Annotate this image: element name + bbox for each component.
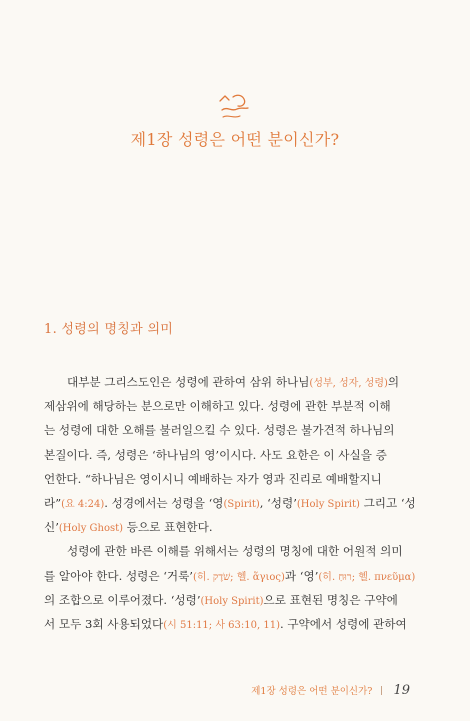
text-segment: , ‘성령’ <box>259 495 297 510</box>
text-segment: 의 <box>387 375 400 389</box>
text-segment: 신’ <box>44 520 59 535</box>
chapter-title: 제1장 성령은 어떤 분이신가? <box>130 130 340 149</box>
text-segment: 과 ‘영’ <box>284 568 319 583</box>
text-segment: . 구약에서 성령에 관하여 <box>279 616 407 631</box>
reference-note: (Holy Spirit) <box>296 498 360 510</box>
reference-note: (히. רוּחַ; 헬. πνεῦμα) <box>318 571 416 583</box>
text-segment: 제삼위에 해당하는 분으로만 이해하고 있다. 성령에 관한 부분적 이해 <box>44 399 391 414</box>
running-title: 제1장 성령은 어떤 분이신가? <box>251 686 373 697</box>
reference-note: (Spirit) <box>223 498 260 510</box>
text-segment: 본질이다. 즉, 성령은 ‘하나님의 영’이시다. 사도 요한은 이 사실을 증 <box>44 447 387 462</box>
text-segment: 라” <box>44 495 62 510</box>
text-segment: 를 알아야 한다. 성령은 ‘거룩’ <box>44 568 193 583</box>
text-segment: 등으로 표현한다. <box>123 520 213 535</box>
paragraph <box>44 370 418 539</box>
reference-note: (시 51:11; 사 63:10, 11) <box>163 619 280 631</box>
page-footer <box>251 683 410 698</box>
text-line <box>44 467 418 491</box>
text-line <box>44 394 418 418</box>
text-segment: . 성경에서는 성령을 ‘영 <box>104 495 224 510</box>
text-segment: 서 모두 3회 사용되었다 <box>44 616 164 631</box>
text-segment: 는 성령에 대한 오해를 불러일으킬 수 있다. 성령은 불가견적 하나님의 <box>44 423 395 438</box>
paragraph <box>44 539 418 636</box>
text-segment: 대부분 그리스도인은 성령에 관하여 삼위 하나님 <box>67 375 310 389</box>
text-segment: 의 조합으로 이루어졌다. ‘성령’ <box>44 592 201 607</box>
text-segment: 으로 표현된 명칭은 구약에 <box>263 592 398 607</box>
page-number: 19 <box>393 683 410 698</box>
footer-divider <box>381 686 382 695</box>
text-line <box>44 443 418 467</box>
text-segment: 성령에 관한 바른 이해를 위해서는 성령의 명칭에 대한 어원적 의미 <box>67 544 403 559</box>
text-line <box>44 418 418 442</box>
reference-note: (히. שֹׁדֶק; 헬. ἅγιος) <box>193 571 285 583</box>
section-heading: 1. 성령의 명칭과 의미 <box>44 322 174 337</box>
text-line <box>44 539 418 563</box>
text-line <box>44 515 418 539</box>
text-segment: 그리고 ‘성 <box>359 495 416 510</box>
wave-brush-ornament-icon <box>217 92 251 122</box>
reference-note: (성부, 성자, 성령) <box>309 378 388 389</box>
text-line <box>44 612 418 636</box>
text-line <box>44 370 418 394</box>
text-line <box>44 491 418 515</box>
reference-note: (Holy Ghost) <box>58 523 124 535</box>
text-line <box>44 564 418 588</box>
text-segment: 언한다. “하나님은 영이시니 예배하는 자가 영과 진리로 예배할지니 <box>44 471 382 486</box>
text-line <box>44 588 418 612</box>
reference-note: (요 4:24) <box>61 498 105 510</box>
body-text <box>44 370 418 636</box>
reference-note: (Holy Spirit) <box>200 595 264 607</box>
